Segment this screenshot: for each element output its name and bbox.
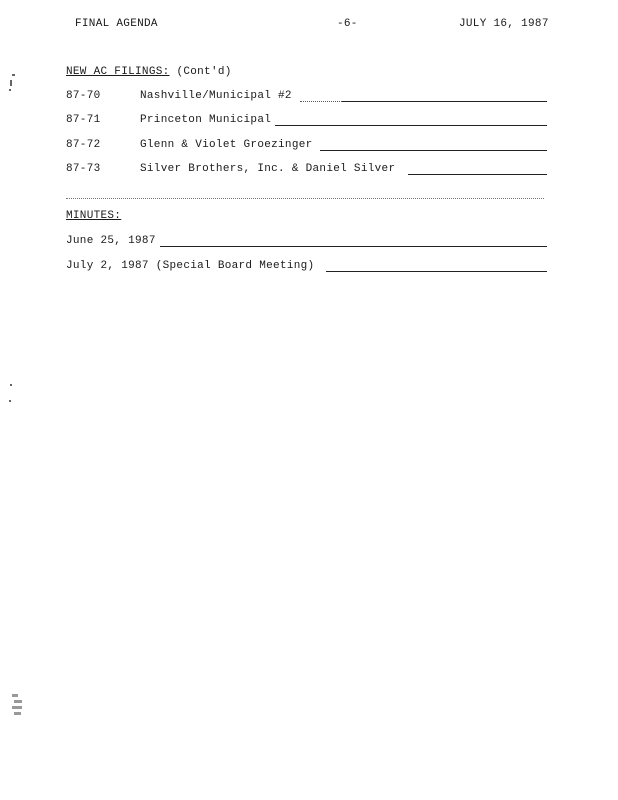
filing-number: 87-71: [66, 114, 101, 126]
filing-dotted-line: [300, 101, 342, 102]
filings-heading-suffix: (Cont'd): [176, 66, 232, 78]
header-left: FINAL AGENDA: [75, 18, 158, 30]
scan-speck: [10, 384, 12, 386]
minutes-item: July 2, 1987 (Special Board Meeting): [66, 260, 315, 272]
minutes-line: [326, 271, 547, 272]
minutes-item: June 25, 1987: [66, 235, 156, 247]
minutes-line: [160, 246, 547, 247]
filing-line: [275, 125, 547, 126]
scan-speck: [9, 89, 11, 91]
filings-heading: NEW AC FILINGS:: [66, 66, 170, 78]
minutes-heading: MINUTES:: [66, 210, 122, 222]
scan-speck: [12, 694, 18, 697]
filing-name: Glenn & Violet Groezinger: [140, 139, 313, 151]
scan-speck: [9, 400, 11, 402]
filing-name: Nashville/Municipal #2: [140, 90, 292, 102]
filing-name: Princeton Municipal: [140, 114, 272, 126]
header-page-number: -6-: [337, 18, 358, 30]
scan-speck: [10, 80, 12, 86]
scan-speck: [14, 700, 22, 703]
scan-speck: [14, 712, 21, 715]
filing-number: 87-72: [66, 139, 101, 151]
filing-line: [408, 174, 547, 175]
filing-line: [342, 101, 547, 102]
filing-name: Silver Brothers, Inc. & Daniel Silver: [140, 163, 396, 175]
section-separator: [66, 198, 544, 199]
filing-number: 87-73: [66, 163, 101, 175]
scan-speck: [12, 706, 22, 709]
filing-number: 87-70: [66, 90, 101, 102]
filings-heading-row: [66, 66, 232, 79]
filing-line: [320, 150, 547, 151]
scan-speck: [12, 74, 15, 76]
header-date: JULY 16, 1987: [459, 18, 549, 30]
